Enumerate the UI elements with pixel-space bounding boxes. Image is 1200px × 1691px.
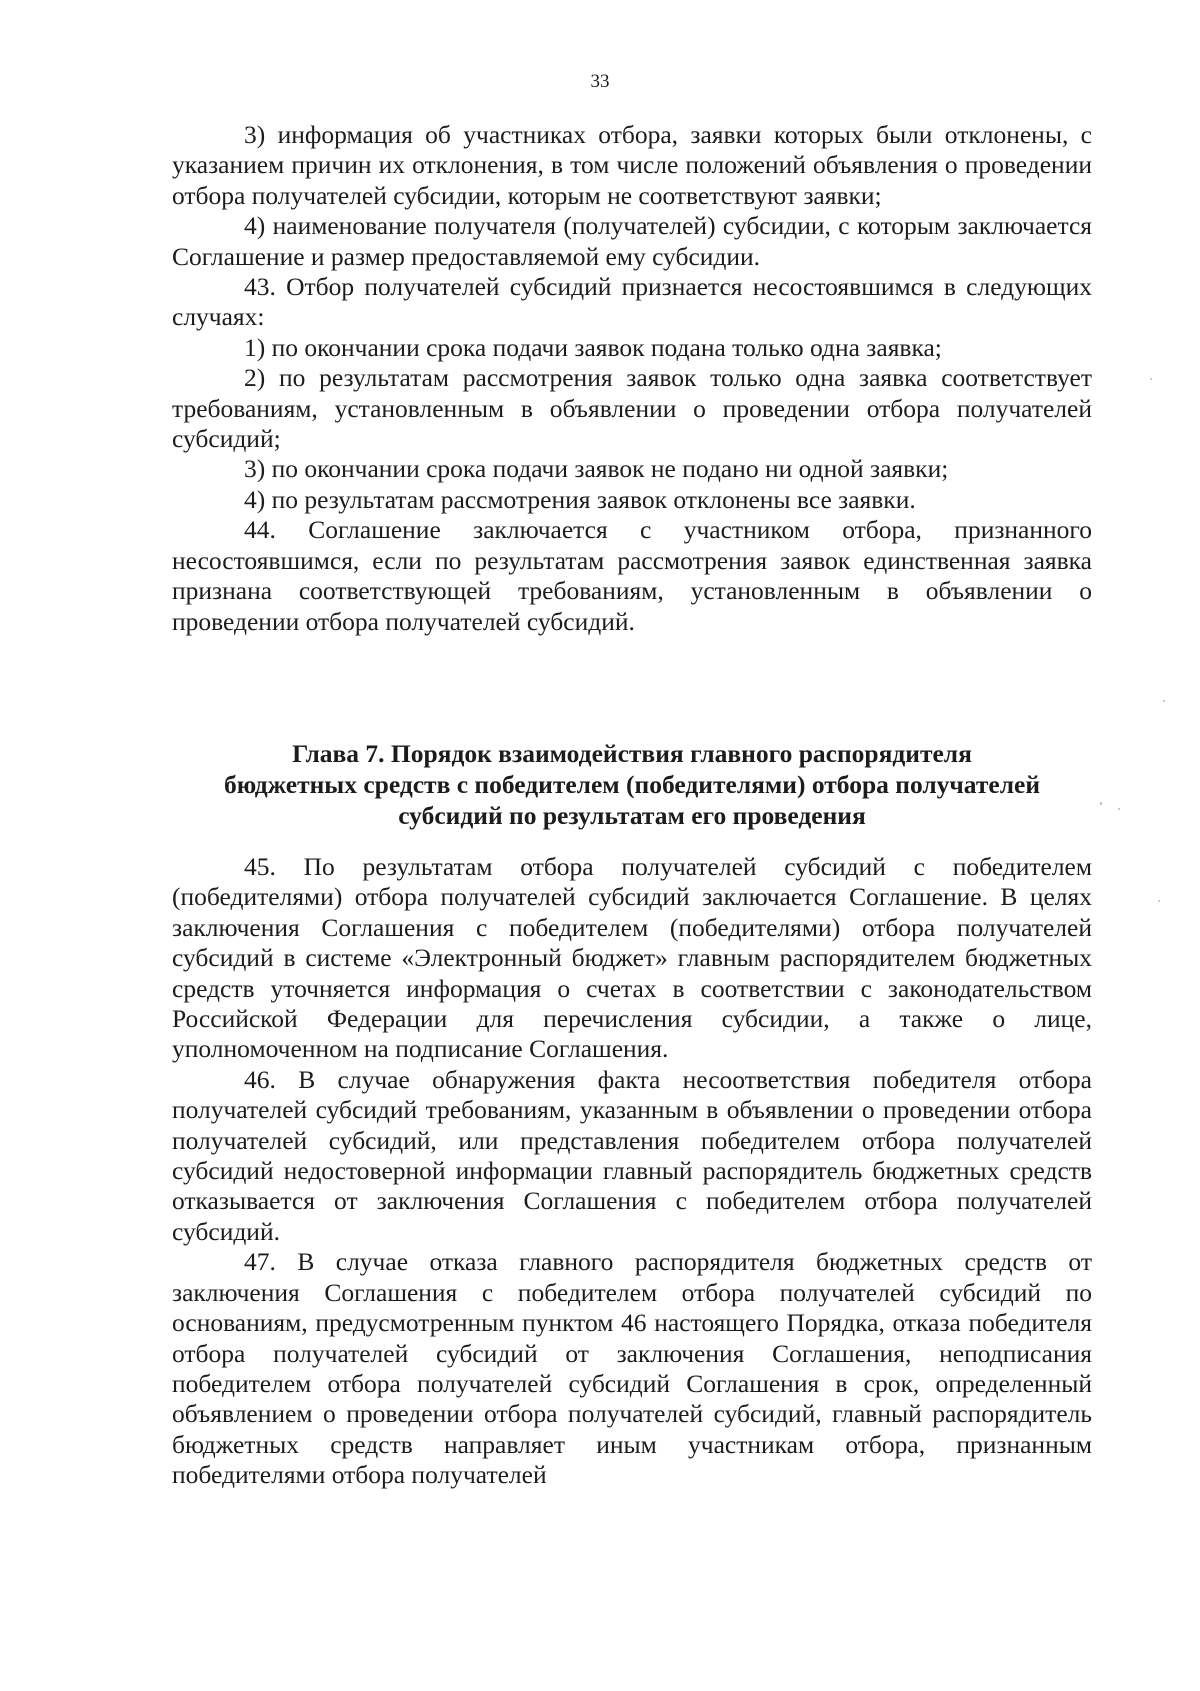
scan-speck <box>1150 378 1152 380</box>
chapter-heading-line-1: Глава 7. Порядок взаимодействия главного распорядителя <box>292 739 972 768</box>
paragraph-43-case-3: 3) по окончании срока подачи заявок не подано ни одной заявки; <box>244 454 949 484</box>
scan-speck <box>1158 900 1160 902</box>
chapter-heading-line-3: субсидий по результатам его проведения <box>398 801 866 830</box>
paragraph-45-agreement-conclusion: 45. По результатам отбора получателей субсидий с победителем (победителями) отбора получателей субсидий заключается Соглашение. В целях заключения Соглашения с победителем (победителями) отбора получателей субсидий в системе «Электронный бюджет» главным распорядителем бюджетных средств уточняется информация о счетах в соответствии с законодательством Российской Федерации для перечисления субсидии, а также о лице, уполномоченном на подписание Соглашения. <box>172 852 1092 1064</box>
paragraph-43-case-1: 1) по окончании срока подачи заявок подана только одна заявка; <box>244 332 942 362</box>
paragraph-item-3-rejected-participants: 3) информация об участниках отбора, заявки которых были отклонены, с указанием причин их отклонения, в том числе положений объявления о проведении отбора получателей субсидии, которым не соответствуют заявки; <box>172 120 1092 210</box>
scan-speck <box>1163 700 1165 702</box>
paragraph-43-case-4: 4) по результатам рассмотрения заявок отклонены все заявки. <box>244 484 916 514</box>
section-paragraphs-top <box>172 120 1092 637</box>
chapter-7-heading <box>172 738 1092 831</box>
paragraph-44-agreement: 44. Соглашение заключается с участником отбора, признанного несостоявшимся, если по результатам рассмотрения заявок единственная заявка признана соответствующей требованиям, установленным в объявлении о проведении отбора получателей субсидий. <box>172 515 1092 636</box>
section-paragraphs-bottom <box>172 852 1092 1491</box>
paragraph-43-failed-selection: 43. Отбор получателей субсидий признается несостоявшимся в следующих случаях: <box>172 272 1092 332</box>
paragraph-43-case-2: 2) по результатам рассмотрения заявок только одна заявка соответствует требованиям, установленным в объявлении о проведении отбора получателей субсидий; <box>172 363 1092 454</box>
paragraph-46-refusal: 46. В случае обнаружения факта несоответствия победителя отбора получателей субсидий требованиям, указанным в объявлении о проведении отбора получателей субсидий, или представления победителем отбора получателей субсидий недостоверной информации главный распорядитель бюджетных средств отказывается от заключения Соглашения с победителем отбора получателей субсидий. <box>172 1064 1092 1246</box>
chapter-heading-line-2: бюджетных средств с победителем (победителями) отбора получателей <box>223 770 1041 799</box>
scan-speck <box>1100 802 1102 805</box>
paragraph-47-refusal-consequences: 47. В случае отказа главного распорядителя бюджетных средств от заключения Соглашения с победителем отбора получателей субсидий по основаниям, предусмотренным пунктом 46 настоящего Порядка, отказа победителя отбора получателей субсидий от заключения Соглашения, неподписания победителем отбора получателей субсидий Соглашения в срок, определенный объявлением о проведении отбора получателей субсидий, главный распорядитель бюджетных средств направляет иным участникам отбора, признанным победителями отбора получателей <box>172 1247 1092 1490</box>
paragraph-item-4-recipient-name: 4) наименование получателя (получателей) субсидии, с которым заключается Соглашение и размер предоставляемой ему субсидии. <box>172 211 1092 271</box>
scan-speck <box>1118 808 1120 810</box>
page-number: 33 <box>590 71 610 92</box>
